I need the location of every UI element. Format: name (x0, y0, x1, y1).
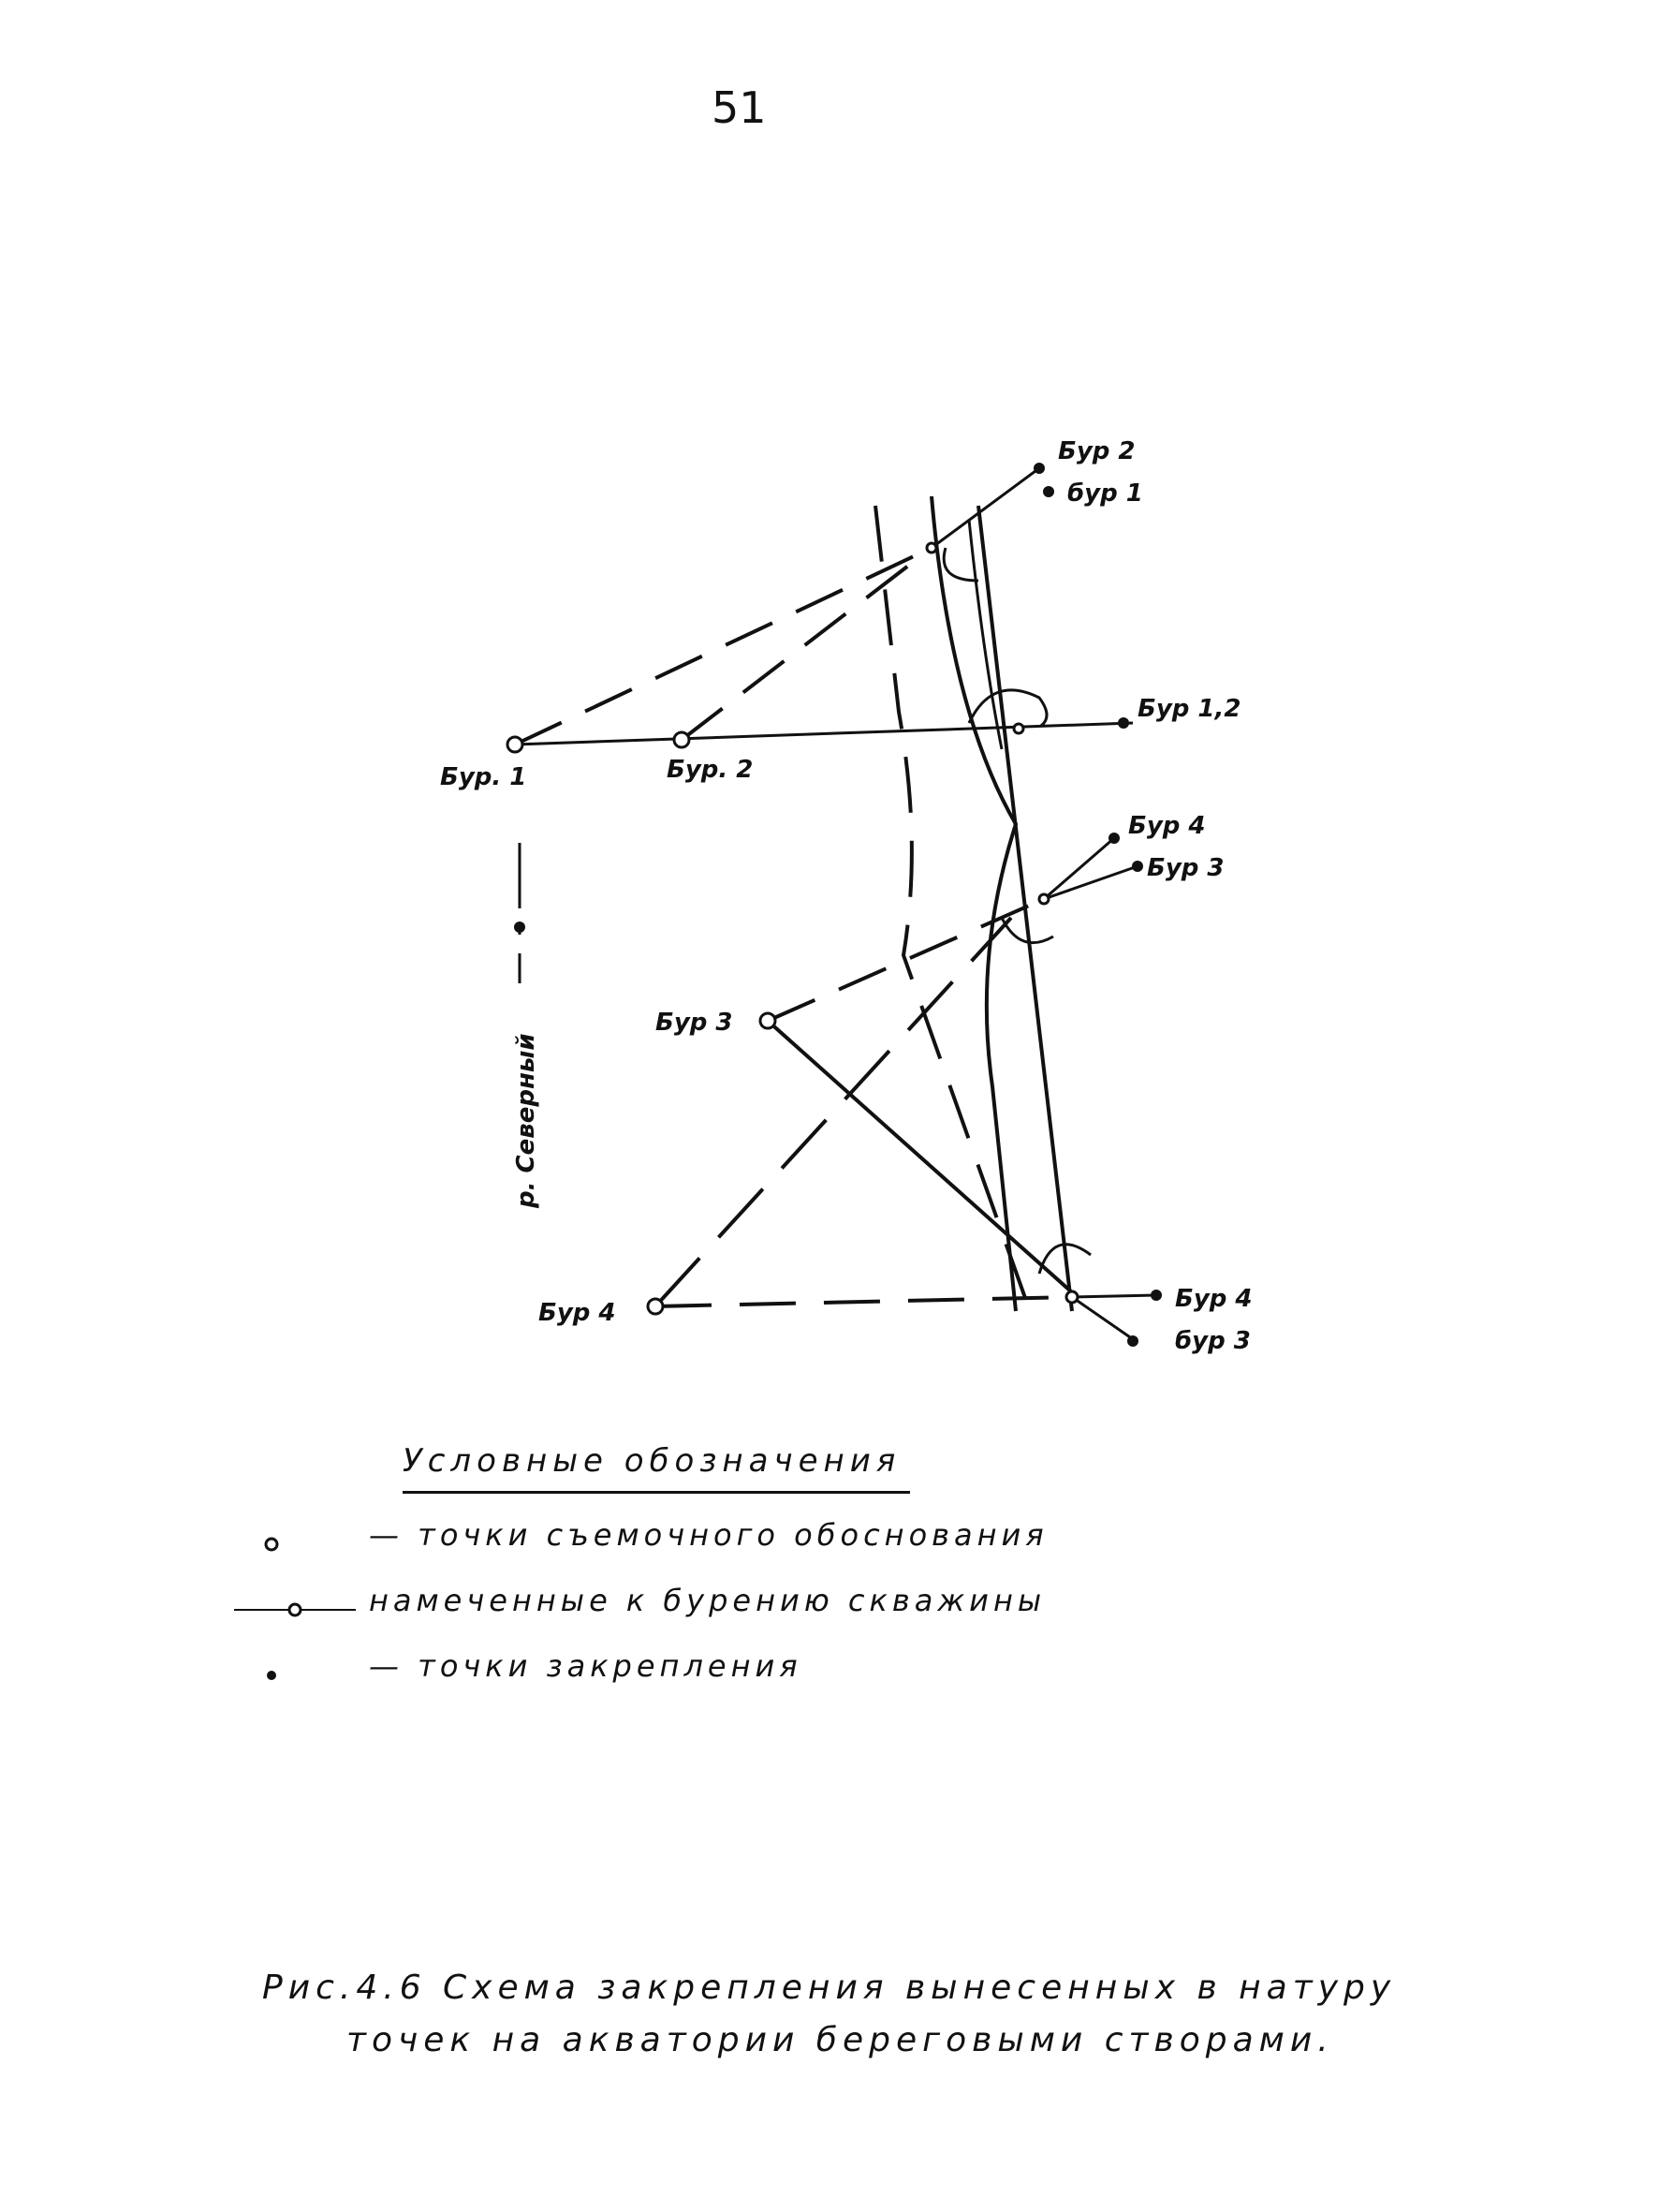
label-bur3-mid: Бур 3 (1147, 854, 1225, 882)
line-top-to-bur2 (932, 468, 1039, 548)
legend-item-survey-point (234, 1517, 1049, 1553)
line-bur4-bottom (655, 1297, 1072, 1306)
planned-well-mid (1039, 894, 1049, 904)
line-bur3-bottom (768, 1021, 1072, 1292)
line-mid-to-bur3 (1044, 866, 1138, 899)
figure-caption (262, 1962, 1396, 2067)
baseline-top (515, 723, 1133, 745)
fixing-point-bur4-bottom (1151, 1290, 1162, 1301)
label-bur12-right: Бур 1,2 (1138, 695, 1241, 723)
fixing-point-symbol-icon (234, 1657, 356, 1675)
caption-line-2: точек на акватории береговыми створами. (346, 2021, 1334, 2059)
label-bur4-left: Бур 4 (538, 1299, 616, 1327)
river-bank-mid (932, 496, 1016, 1311)
fixing-point-bur2-top (1034, 463, 1045, 474)
angle-arc-right (969, 690, 1047, 726)
label-bur1-left: Бур. 1 (440, 763, 527, 791)
legend-text-survey-point: — точки съемочного обоснования (369, 1517, 1049, 1553)
line-bottom-to-bur4 (1072, 1295, 1156, 1297)
label-bur2-left: Бур. 2 (667, 756, 754, 784)
label-bur3-bottom: бур 3 (1175, 1327, 1251, 1355)
line-bottom-to-bur3 (1072, 1297, 1133, 1339)
label-bur4-mid: Бур 4 (1128, 812, 1206, 840)
line-mid-to-bur4 (1044, 838, 1114, 899)
legend-item-fixing-point (234, 1648, 802, 1684)
label-bur2-top: Бур 2 (1058, 437, 1136, 465)
label-bur1-top: бур 1 (1067, 479, 1143, 508)
legend-text-fixing-point: — точки закрепления (369, 1648, 802, 1684)
fixing-point-bur3-bottom (1127, 1335, 1138, 1347)
fixing-point-bur1-top (1043, 486, 1054, 497)
legend-item-planned-well (234, 1583, 1046, 1618)
survey-point-bur1 (507, 737, 522, 752)
river-bank-left (875, 506, 1030, 1311)
caption-line-1: Рис.4.6 Схема закрепления вынесенных в натуру (262, 1969, 1397, 2007)
line-bur1-top (515, 548, 932, 745)
survey-point-bur4 (648, 1299, 663, 1314)
river-arrow-dot (514, 922, 525, 933)
planned-well-right (1014, 724, 1023, 733)
survey-point-bur3 (760, 1013, 775, 1028)
survey-point-bur2 (674, 732, 689, 747)
label-river: р. Северный (512, 1033, 540, 1208)
fixing-point-bur3-mid (1132, 861, 1143, 872)
label-bur4-bottom: Бур 4 (1175, 1285, 1253, 1313)
survey-point-symbol-icon (234, 1526, 356, 1544)
page-number: 51 (712, 82, 767, 133)
planned-well-symbol-icon (234, 1591, 356, 1610)
label-bur3-left: Бур 3 (655, 1009, 733, 1037)
fixing-point-bur4-mid (1108, 833, 1120, 844)
legend-title: Условные обозначения (403, 1442, 910, 1494)
line-bur2-top (682, 548, 932, 740)
legend-text-planned-well: намеченные к бурению скважины (369, 1583, 1047, 1618)
planned-well-bottom (1066, 1291, 1078, 1303)
fixing-point-bur12 (1118, 717, 1129, 729)
planned-well-top (927, 543, 936, 553)
